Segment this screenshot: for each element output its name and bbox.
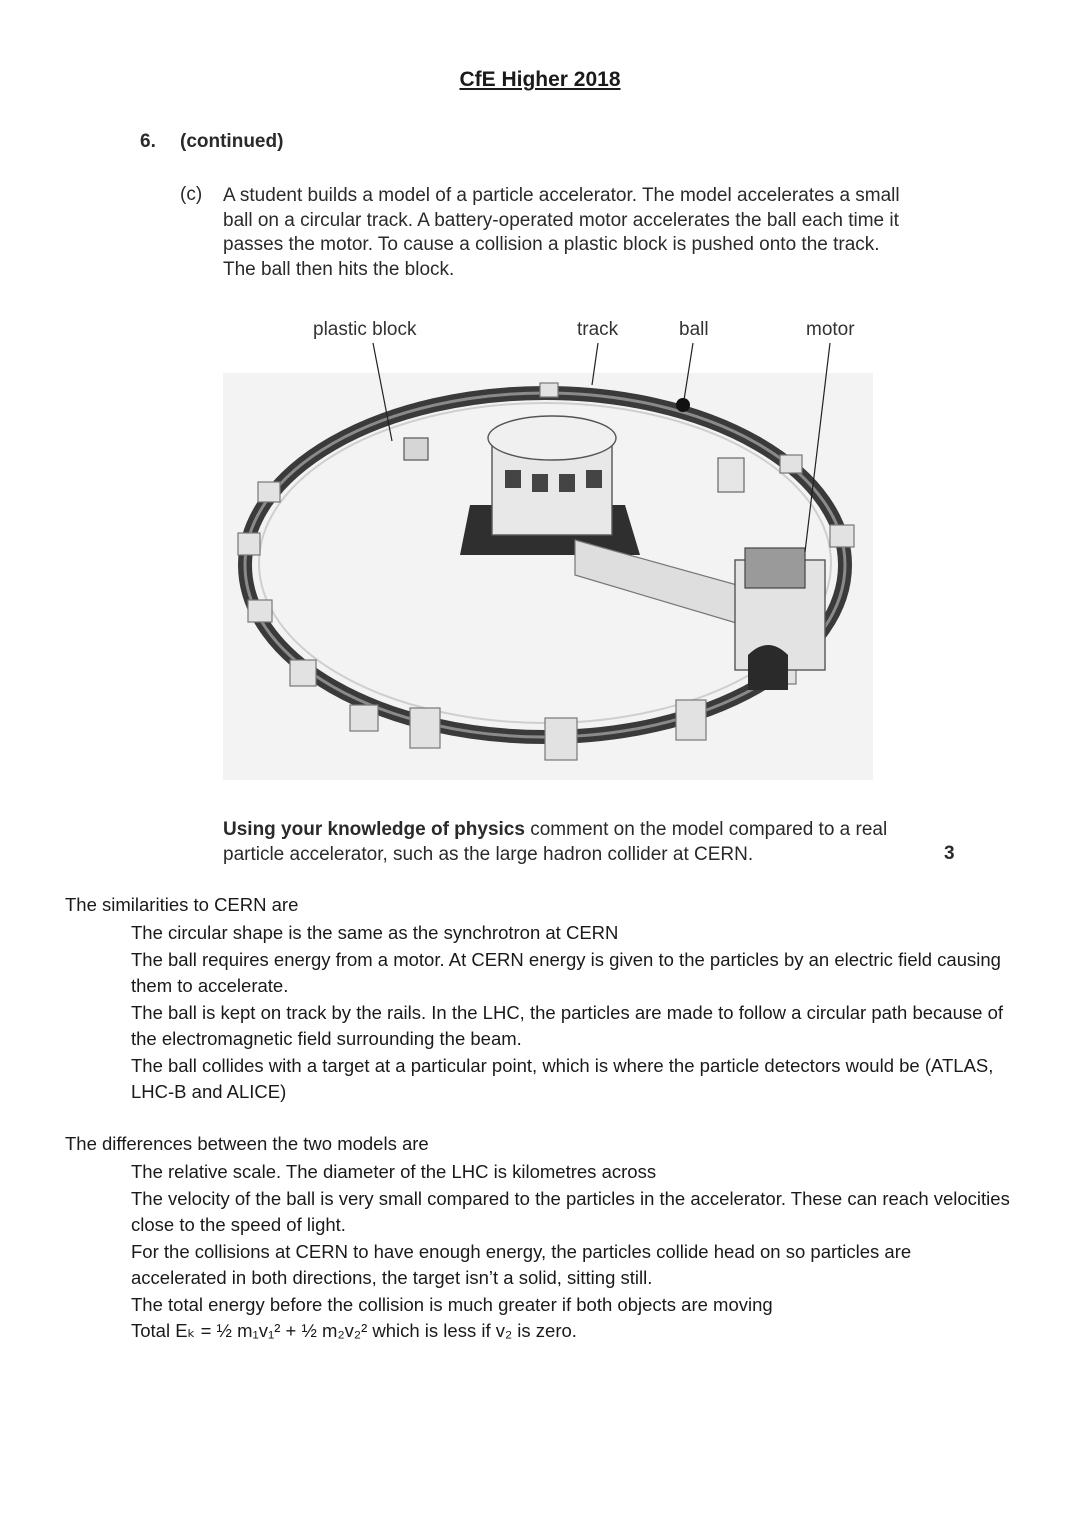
prompt-rest: comment on the model compared to a real particle accelerator, such as the large hadron collider at CERN. — [223, 819, 888, 865]
plastic-block — [404, 438, 428, 460]
ball — [676, 398, 690, 412]
magnet-block — [830, 525, 854, 547]
difference-item: For the collisions at CERN to have enough energy, the particles collide head on so particles are accelerated in both directions, the target isn’t a solid, sitting still. — [131, 1240, 912, 1288]
difference-item: The velocity of the ball is very small compared to the particles in the accelerator. These can reach velocities close to the speed of light. — [131, 1187, 1010, 1235]
magnet-block — [258, 482, 280, 502]
difference-item: The total energy before the collision is much greater if both objects are moving — [131, 1293, 773, 1315]
central-roof — [488, 416, 616, 460]
motor-arch — [748, 645, 788, 690]
window — [505, 470, 521, 488]
magnet-block — [350, 705, 378, 731]
question-number: 6. — [140, 131, 156, 152]
part-text: A student builds a model of a particle accelerator. The model accelerates a small ball on a circular track. A battery-operated motor accelerates the ball each time it passes the motor. To cause a collision a plastic block is pushed onto the track. The ball then hits the block. — [223, 185, 900, 280]
differences-list — [131, 1159, 1011, 1345]
label-track: track — [577, 319, 619, 340]
label-plastic-block: plastic block — [313, 319, 417, 340]
difference-item: The relative scale. The diameter of the LHC is kilometres across — [131, 1161, 657, 1182]
magnet-block — [545, 718, 577, 760]
motor — [745, 548, 805, 588]
inner-pillar — [718, 458, 744, 492]
similarity-item: The ball is kept on track by the rails. In the LHC, the particles are made to follow a circular path because of the electromagnetic field surrounding the beam. — [131, 1001, 1003, 1049]
marks: 3 — [944, 843, 955, 864]
magnet-block — [290, 660, 316, 686]
question-prompt — [223, 818, 923, 867]
question-continued: (continued) — [180, 131, 284, 152]
magnet-block — [780, 455, 802, 473]
similarities-list — [131, 920, 1011, 1106]
similarity-item: The ball requires energy from a motor. At CERN energy is given to the particles by an electric field causing them to accelerate. — [131, 948, 1001, 996]
magnet-block — [410, 708, 440, 748]
label-motor: motor — [806, 319, 855, 340]
difference-item: Total Eₖ = ½ m₁v₁² + ½ m₂v₂² which is less if v₂ is zero. — [131, 1320, 577, 1341]
differences-heading: The differences between the two models are — [65, 1133, 429, 1154]
window — [586, 470, 602, 488]
magnet-block — [248, 600, 272, 622]
similarity-item: The ball collides with a target at a particular point, which is where the particle detectors would be (ATLAS, LHC-B and ALICE) — [131, 1054, 994, 1102]
page-title: CfE Higher 2018 — [459, 68, 621, 91]
window — [559, 474, 575, 492]
window — [532, 474, 548, 492]
label-ball: ball — [679, 319, 709, 340]
prompt-bold: Using your knowledge of physics — [223, 819, 525, 840]
magnet-block — [238, 533, 260, 555]
magnet-block — [676, 700, 706, 740]
similarities-heading: The similarities to CERN are — [65, 894, 299, 915]
similarity-item: The circular shape is the same as the synchrotron at CERN — [131, 922, 619, 943]
part-label: (c) — [180, 184, 203, 205]
magnet-block — [540, 383, 558, 397]
